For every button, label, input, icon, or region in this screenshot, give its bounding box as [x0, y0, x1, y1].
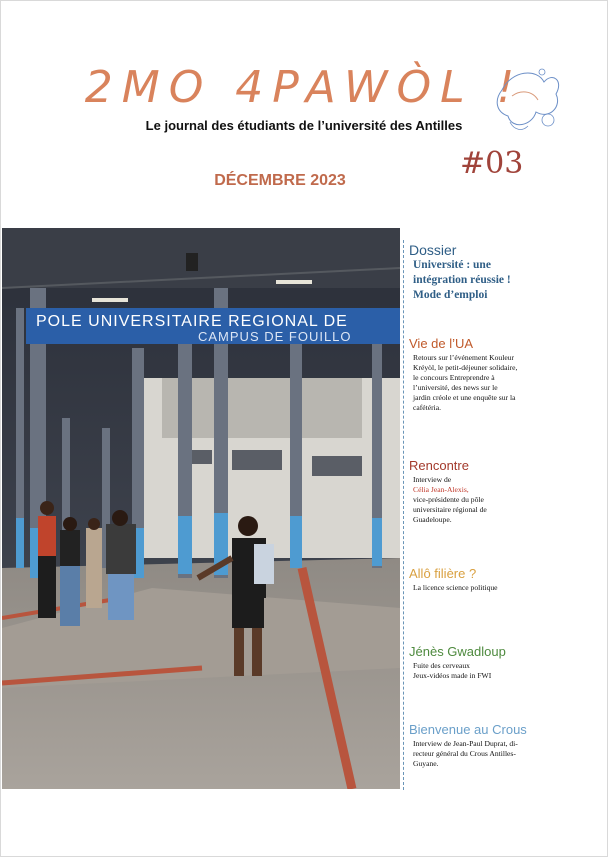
toc-rencontre-line: vice-présidente du pôle [413, 495, 484, 504]
toc-jenes-line: Fuite des cerveaux [413, 661, 470, 670]
toc-jenes-line: Jeux-vidéos made in FWI [413, 671, 492, 680]
issue-date: DÉCEMBRE 2023 [214, 172, 346, 189]
toc-vie-ua[interactable] [409, 336, 604, 413]
toc-dossier-line: Mode d’emploi [413, 289, 488, 301]
toc-rencontre[interactable] [409, 458, 604, 525]
issue-number: #03 [460, 146, 524, 181]
toc-rencontre-line: universitaire régional de [413, 505, 487, 514]
toc-crous-line: Guyane. [413, 759, 439, 768]
magazine-subtitle: Le journal des étudiants de l’université des Antilles [145, 118, 463, 133]
sign-line-2: CAMPUS DE FOUILLO [198, 329, 352, 344]
toc-jenes-gwadloup[interactable] [409, 644, 604, 681]
toc-dossier-line: intégration réussie ! [413, 274, 511, 286]
toc-jenes-title: Jénès Gwadloup [409, 644, 506, 659]
toc-vie-line: l’université, des news sur le [413, 383, 498, 392]
toc-allo-title: Allô filière ? [409, 566, 477, 581]
toc-vie-line: le concours Entreprendre à [413, 373, 495, 382]
cover-photo [2, 228, 400, 789]
toc-crous-line: recteur général du Crous Antilles- [413, 749, 516, 758]
toc-rencontre-line: Interview de [413, 475, 452, 484]
toc-vie-line: Retours sur l’événement Kouleur [413, 353, 515, 362]
toc-vie-line: cafétéria. [413, 403, 442, 412]
toc-dossier-title: Dossier [409, 242, 457, 258]
toc-vie-line: jardin créole et une enquête sur la [413, 393, 516, 402]
toc-rencontre-title: Rencontre [409, 458, 469, 473]
toc-allo-line: La licence science politique [413, 583, 498, 592]
toc-vie-title: Vie de l’UA [409, 336, 474, 351]
sign-line-1: POLE UNIVERSITAIRE REGIONAL DE [36, 313, 348, 330]
magazine-title: 2MO 4PAWÒL ! [84, 62, 524, 113]
toc-dossier[interactable] [409, 242, 604, 303]
toc-divider [403, 240, 404, 790]
toc-rencontre-line: Guadeloupe. [413, 515, 452, 524]
toc-rencontre-name: Célia Jean-Alexis, [413, 485, 469, 494]
toc-vie-line: Kréyòl, le petit-déjeuner solidaire, [413, 363, 518, 372]
toc-dossier-line: Université : une [413, 259, 491, 271]
toc-allo-filiere[interactable] [409, 566, 604, 593]
toc-crous[interactable] [409, 722, 604, 769]
toc-crous-title: Bienvenue au Crous [409, 722, 527, 737]
toc-crous-line: Interview de Jean-Paul Duprat, di- [413, 739, 518, 748]
